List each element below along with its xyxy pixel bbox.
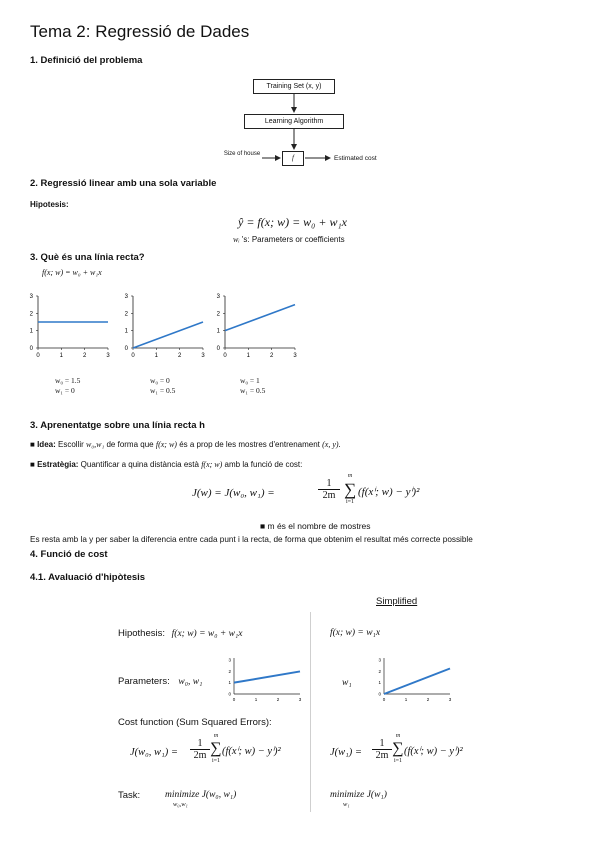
task-full-expr: J(w₀, w₁) (201, 790, 237, 800)
mini-x-tick-label: 3 (448, 697, 452, 702)
parameters-row (118, 676, 202, 687)
y-tick-label: 0 (124, 346, 128, 352)
cost-simple-rhs: (f(xⁱ; w) − yⁱ)² (404, 746, 463, 757)
mini-y-tick-label: 3 (378, 657, 381, 663)
sigma-icon: ∑ (392, 740, 404, 757)
page-title: Tema 2: Regressió de Dades (30, 22, 250, 41)
explanation: Es resta amb la y per saber la diferencia entre cada punt i la recta, de forma que obtenim el resultat més correcte possible (30, 535, 473, 544)
graph3-w1: w₁ = 0.5 (240, 386, 266, 395)
graph3-w0: w₀ = 1 (240, 376, 260, 385)
sigma-icon: ∑ (210, 740, 222, 757)
idea-f: f(x; w) (155, 440, 177, 449)
mini-regression-line (384, 669, 450, 695)
x-tick-label: 2 (269, 353, 274, 359)
x-tick-label: 3 (201, 353, 205, 359)
mini-y-tick-label: 3 (228, 657, 231, 663)
x-tick-label: 0 (223, 353, 227, 359)
hypothesis-row (118, 628, 243, 639)
simplified-label: Simplified (376, 596, 418, 607)
idea-label: Idea: (37, 440, 56, 449)
mini-y-tick-label: 0 (378, 691, 381, 697)
x-tick-label: 1 (246, 353, 251, 359)
cost-simple-frac-num: 1 (379, 738, 385, 749)
graph1-w0: w₀ = 1.5 (55, 376, 81, 385)
y-tick-label: 1 (216, 328, 220, 335)
cost-sum-top: m (347, 473, 353, 479)
cost-simple-fraction (372, 738, 392, 761)
mini-y-tick-label: 2 (378, 668, 381, 674)
cost-simple-frac-den: 2m (372, 749, 392, 761)
graph3-params (240, 376, 265, 396)
cost-full-frac-den: 2m (190, 749, 210, 761)
y-tick-label: 0 (29, 346, 33, 352)
x-tick-label: 3 (106, 353, 110, 359)
y-tick-label: 3 (124, 294, 128, 300)
mini-regression-line (234, 671, 300, 682)
x-tick-label: 1 (154, 353, 159, 359)
mini-x-tick-label: 1 (404, 697, 408, 702)
input-label: Size of house (223, 151, 261, 157)
cost-function-label: Cost function (Sum Squared Errors): (118, 717, 272, 728)
idea-line (30, 440, 341, 449)
mini-x-tick-label: 1 (254, 697, 258, 702)
idea-w: w₀,w₁ (86, 440, 105, 449)
parameters-full: w₀, w₁ (178, 677, 203, 687)
output-label: Estimated cost (334, 155, 377, 162)
idea-text-c: és a prop de les mostres d'entrenament (179, 440, 320, 449)
task-simple (330, 790, 387, 800)
cost-full-sum-top: m (213, 733, 219, 739)
y-tick-label: 1 (124, 328, 128, 335)
cost-fraction (318, 478, 340, 501)
mini-y-tick-label: 1 (378, 680, 381, 686)
parameters-note (233, 235, 345, 244)
cost-frac-den: 2m (318, 489, 340, 501)
mini-x-tick-label: 3 (298, 697, 302, 702)
graph2-w0: w₀ = 0 (150, 376, 170, 385)
bullet-icon: ■ (30, 440, 35, 449)
idea-text-b: de forma que (106, 440, 154, 449)
column-divider (310, 612, 311, 812)
mini-graph-full (222, 652, 304, 708)
estrategia-text: Quantificar a quina distància està (80, 460, 199, 469)
hypothesis-label: Hipothesis: (118, 628, 165, 639)
learning-algorithm-box: Learning Algorithm (244, 114, 344, 129)
parameters-simple: w₁ (342, 678, 352, 688)
section-3b-heading: 3. Aprenentatge sobre una línia recta h (30, 420, 205, 431)
params-text: 's: Parameters or coefficients (241, 235, 345, 244)
mini-y-tick-label: 1 (228, 680, 231, 686)
estrategia-f: f(x; w) (201, 460, 223, 469)
task-full-sub: w₀,w₁ (173, 801, 188, 808)
x-tick-label: 2 (177, 353, 182, 359)
task-full-minimize: minimize (165, 790, 200, 800)
x-tick-label: 0 (36, 353, 40, 359)
y-tick-label: 3 (29, 294, 33, 300)
estrategia-line (30, 460, 302, 469)
task-label: Task: (118, 790, 141, 801)
line-function: f(x; w) = w₀ + w₁x (42, 268, 102, 277)
cost-frac-num: 1 (326, 478, 332, 489)
cost-lhs: J(w) = J(w₀, w₁) = (192, 487, 275, 499)
bullet-icon: ■ (260, 521, 266, 531)
estrategia-label: Estratègia: (37, 460, 79, 469)
task-simple-sub: w₁ (343, 801, 350, 808)
y-tick-label: 2 (216, 311, 220, 318)
parameters-label: Parameters: (118, 676, 170, 687)
section-41-heading: 4.1. Avaluació d'hipòtesis (30, 572, 146, 583)
section-3-heading: 3. Què és una línia recta? (30, 252, 145, 263)
line-graphs (0, 280, 600, 370)
section-4-heading: 4. Funció de cost (30, 549, 108, 560)
cost-full-sum (209, 732, 223, 766)
graph1-params (55, 376, 80, 396)
graph1-w1: w₁ = 0 (55, 386, 75, 395)
x-tick-label: 1 (59, 353, 64, 359)
y-tick-label: 0 (216, 346, 220, 352)
mini-y-tick-label: 0 (228, 691, 231, 697)
hypothesis-full: f(x; w) = w₀ + w₁x (171, 629, 243, 639)
cost-full-rhs: (f(xⁱ; w) − yⁱ)² (222, 746, 281, 757)
sigma-icon: ∑ (343, 480, 357, 499)
section-2-heading: 2. Regressió linear amb una sola variable (30, 178, 217, 189)
idea-text-a: Escollir (57, 440, 84, 449)
mini-x-tick-label: 0 (232, 697, 236, 702)
idea-xy: (x, y). (322, 440, 341, 449)
cost-full-lhs: J(w₀, w₁) = (130, 747, 178, 758)
cost-simple-lhs: J(w₁) = (330, 747, 363, 758)
bullet-icon: ■ (30, 460, 35, 469)
cost-sum-bot: i=1 (345, 499, 355, 505)
hypothesis-simple: f(x; w) = w₁x (330, 628, 381, 638)
m-note-text: m és el nombre de mostres (267, 521, 371, 531)
cost-simple-sum-top: m (395, 733, 401, 739)
estrategia-text2: amb la funció de cost: (224, 460, 303, 469)
y-tick-label: 3 (216, 294, 220, 300)
m-note (260, 521, 371, 531)
mini-x-tick-label: 2 (276, 697, 280, 702)
hypothesis-formula: ŷ = f(x; w) = w₀ + w₁x (238, 215, 347, 229)
hypothesis-box: f (282, 151, 304, 166)
cost-rhs: (f(xⁱ; w) − yⁱ)² (358, 486, 420, 498)
cost-full-sum-bot: i=1 (211, 758, 221, 764)
mini-y-tick-label: 2 (228, 668, 231, 674)
task-simple-expr: J(w₁) (366, 790, 387, 800)
x-tick-label: 2 (82, 353, 87, 359)
task-simple-minimize: minimize (330, 790, 365, 800)
y-tick-label: 2 (124, 311, 128, 318)
x-tick-label: 3 (293, 353, 297, 359)
cost-sum (342, 472, 358, 507)
x-tick-label: 0 (131, 353, 135, 359)
regression-line (133, 322, 203, 348)
training-set-box: Training Set (x, y) (253, 79, 335, 94)
y-tick-label: 1 (29, 328, 33, 335)
regression-line (225, 305, 295, 331)
cost-simple-sum (391, 732, 405, 766)
section-1-heading: 1. Definició del problema (30, 55, 143, 66)
mini-x-tick-label: 0 (382, 697, 386, 702)
cost-full-frac-num: 1 (197, 738, 203, 749)
cost-simple-sum-bot: i=1 (393, 758, 403, 764)
graph2-w1: w₁ = 0.5 (150, 386, 176, 395)
graph2-params (150, 376, 175, 396)
hipotesis-label: Hipotesis: (30, 200, 69, 209)
mini-graph-simple (372, 652, 454, 708)
y-tick-label: 2 (29, 311, 33, 318)
cost-full-fraction (190, 738, 210, 761)
params-symbol: wᵢ (233, 235, 240, 244)
mini-x-tick-label: 2 (426, 697, 430, 702)
task-full (165, 790, 236, 800)
flow-arrows (0, 0, 600, 200)
